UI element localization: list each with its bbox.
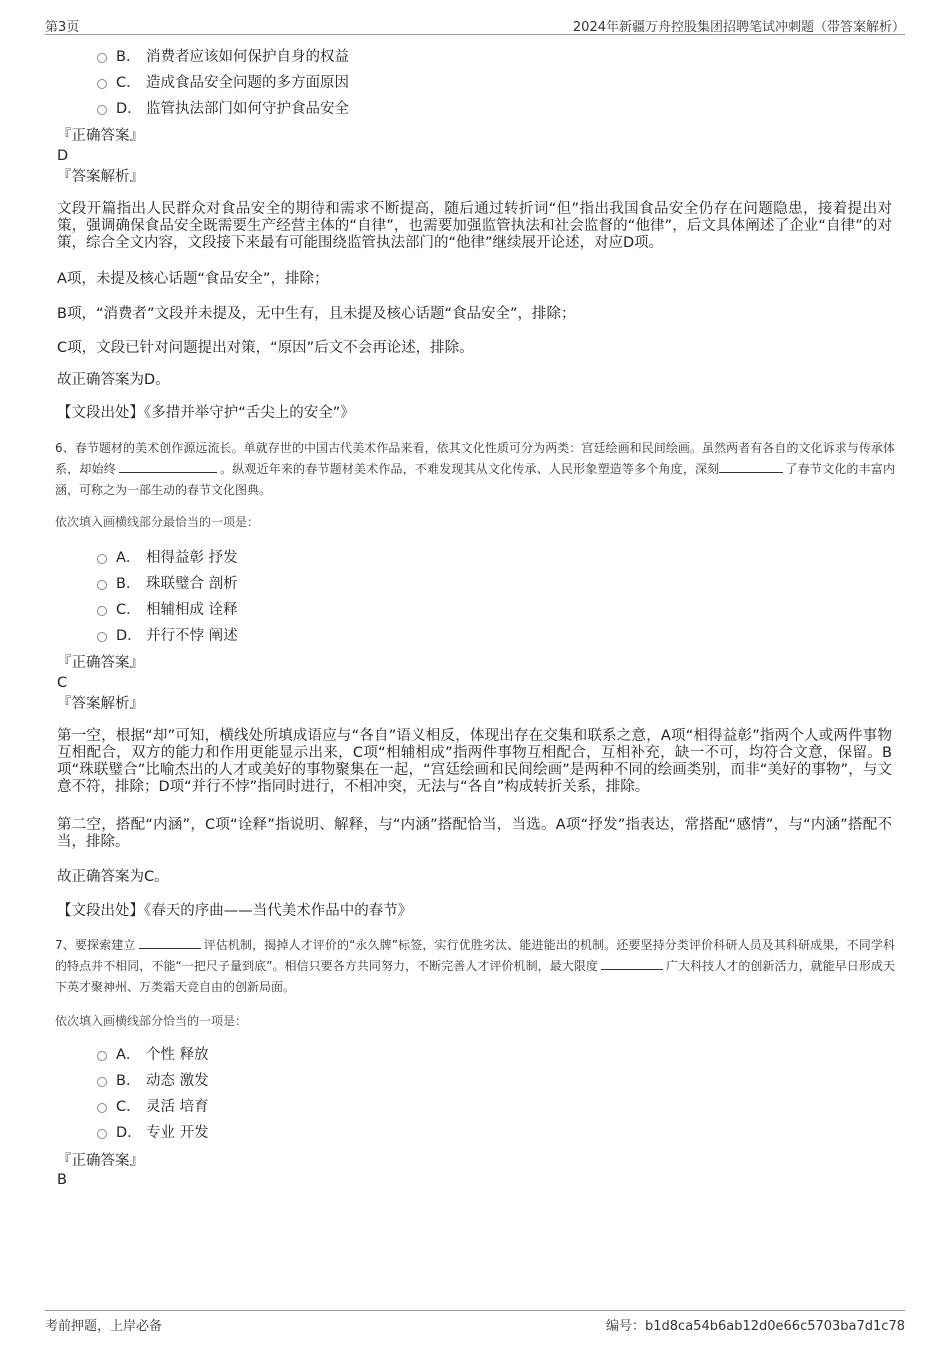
radio-icon[interactable]	[97, 606, 107, 616]
q7-option-d[interactable]: D． 专业 开发	[97, 1123, 209, 1143]
page-header	[45, 14, 905, 35]
q5-answer-label: 『正确答案』	[57, 128, 144, 144]
q6-stem: 6、春节题材的美术创作源远流长。单就存世的中国古代美术作品来看，依其文化性质可分为两类：宫廷绘画和民间绘画。虽然两者有各自的文化诉求与传承体系，却始终 。纵观近年来的春节题材美术作品，不难发现其从文化传承、人民形象塑造等多个角度，深刻 了春节文化的丰富内涵，可称之为一部生动的春节文化图典。	[55, 441, 895, 497]
blank-line	[719, 460, 783, 473]
radio-icon[interactable]	[97, 554, 107, 564]
q5-analysis-para: C项，文段已针对问题提出对策，“原因”后文不会再论述，排除。	[57, 340, 474, 356]
q6-analysis-para: 第二空，搭配“内涵”，C项“诠释”指说明、解释，与“内涵”搭配恰当，当选。A项“抒发”指表达，常搭配“感情”，与“内涵”搭配不当，排除。	[57, 817, 892, 850]
q6-answer-label: 『正确答案』	[57, 655, 144, 671]
q6-option-b[interactable]: B． 珠联璧合 剖析	[97, 574, 238, 594]
q5-analysis-para: A项，未提及核心话题“食品安全”，排除；	[57, 271, 329, 287]
q6-source: 【文段出处】《春天的序曲——当代美术作品中的春节》	[57, 903, 413, 919]
q7-option-a[interactable]: A． 个性 释放	[97, 1045, 209, 1065]
q5-analysis-label: 『答案解析』	[57, 169, 144, 185]
q7-answer: B	[57, 1172, 67, 1188]
radio-icon[interactable]	[97, 1103, 107, 1113]
q7-option-b[interactable]: B． 动态 激发	[97, 1071, 209, 1091]
q5-option-c[interactable]: C． 造成食品安全问题的多方面原因	[97, 73, 349, 93]
blank-line	[119, 460, 217, 473]
blank-line	[139, 936, 201, 949]
page-number: 第3页	[45, 20, 80, 35]
q5-answer: D	[57, 148, 69, 164]
page-footer	[45, 1310, 905, 1335]
q6-analysis-label: 『答案解析』	[57, 696, 144, 712]
document-title: 2024年新疆万舟控股集团招聘笔试冲刺题（带答案解析）	[572, 20, 905, 35]
radio-icon[interactable]	[97, 632, 107, 642]
radio-icon[interactable]	[97, 1129, 107, 1139]
radio-icon[interactable]	[97, 105, 107, 115]
q5-option-d[interactable]: D． 监管执法部门如何守护食品安全	[97, 99, 349, 119]
q7-option-c[interactable]: C． 灵活 培育	[97, 1097, 209, 1117]
q5-analysis-para: 文段开篇指出人民群众对食品安全的期待和需求不断提高，随后通过转折词“但”指出我国食品安全仍存在问题隐患，接着提出对策，强调确保食品安全既需要生产经营主体的“自律”，也需要加强监管执法和社会监督的“他律”，后文具体阐述了企业“自律”的对策，综合全文内容，文段接下来最有可能围绕监管执法部门的“他律”继续展开论述，对应D项。	[57, 201, 892, 251]
q6-ask: 依次填入画横线部分最恰当的一项是：	[55, 515, 260, 529]
q6-option-c[interactable]: C． 相辅相成 诠释	[97, 600, 238, 620]
radio-icon[interactable]	[97, 1077, 107, 1087]
blank-line	[601, 957, 663, 970]
q5-source: 【文段出处】《多措并举守护“舌尖上的安全”》	[57, 405, 355, 421]
footer-slogan: 考前押题，上岸必备	[45, 1319, 163, 1334]
radio-icon[interactable]	[97, 53, 107, 63]
q5-conclusion: 故正确答案为D。	[57, 372, 170, 388]
q7-answer-label: 『正确答案』	[57, 1153, 144, 1169]
q7-stem: 7、要探索建立 评估机制，揭掉人才评价的“永久牌”标签，实行优胜劣汰、能进能出的机制。还要坚持分类评价科研人员及其科研成果，不同学科的特点并不相同，不能“一把尺子量到底”。相信只要各方共同努力，不断完善人才评价机制，最大限度 广大科技人才的创新活力，就能早日形成天下英才聚神州、万类霜天竞自由的创新局面。	[55, 938, 895, 994]
q6-option-a[interactable]: A． 相得益彰 抒发	[97, 548, 238, 568]
radio-icon[interactable]	[97, 79, 107, 89]
q5-option-b[interactable]: B． 消费者应该如何保护自身的权益	[97, 47, 349, 67]
radio-icon[interactable]	[97, 1051, 107, 1061]
q6-option-d[interactable]: D． 并行不悖 阐述	[97, 626, 238, 646]
radio-icon[interactable]	[97, 580, 107, 590]
q6-analysis-para: 第一空，根据“却”可知，横线处所填成语应与“各自”语义相反，体现出存在交集和联系之意，A项“相得益彰”指两个人或两件事物互相配合，双方的能力和作用更能显示出来，C项“相辅相成”指两件事物互相配合，互相补充，缺一不可，均符合文意，保留。B项“珠联璧合”比喻杰出的人才或美好的事物聚集在一起，“宫廷绘画和民间绘画”是两种不同的绘画类别，而非“美好的事物”，与文意不符，排除；D项“并行不悖”指同时进行，不相冲突，无法与“各自”构成转折关系，排除。	[57, 728, 892, 795]
q7-ask: 依次填入画横线部分恰当的一项是：	[55, 1014, 248, 1028]
document-id: 编号：b1d8ca54b6ab12d0e66c5703ba7d1c78	[606, 1319, 905, 1334]
q5-analysis-para: B项，“消费者”文段并未提及，无中生有，且未提及核心话题“食品安全”，排除；	[57, 306, 576, 322]
q6-answer: C	[57, 675, 68, 691]
q6-conclusion: 故正确答案为C。	[57, 869, 169, 885]
